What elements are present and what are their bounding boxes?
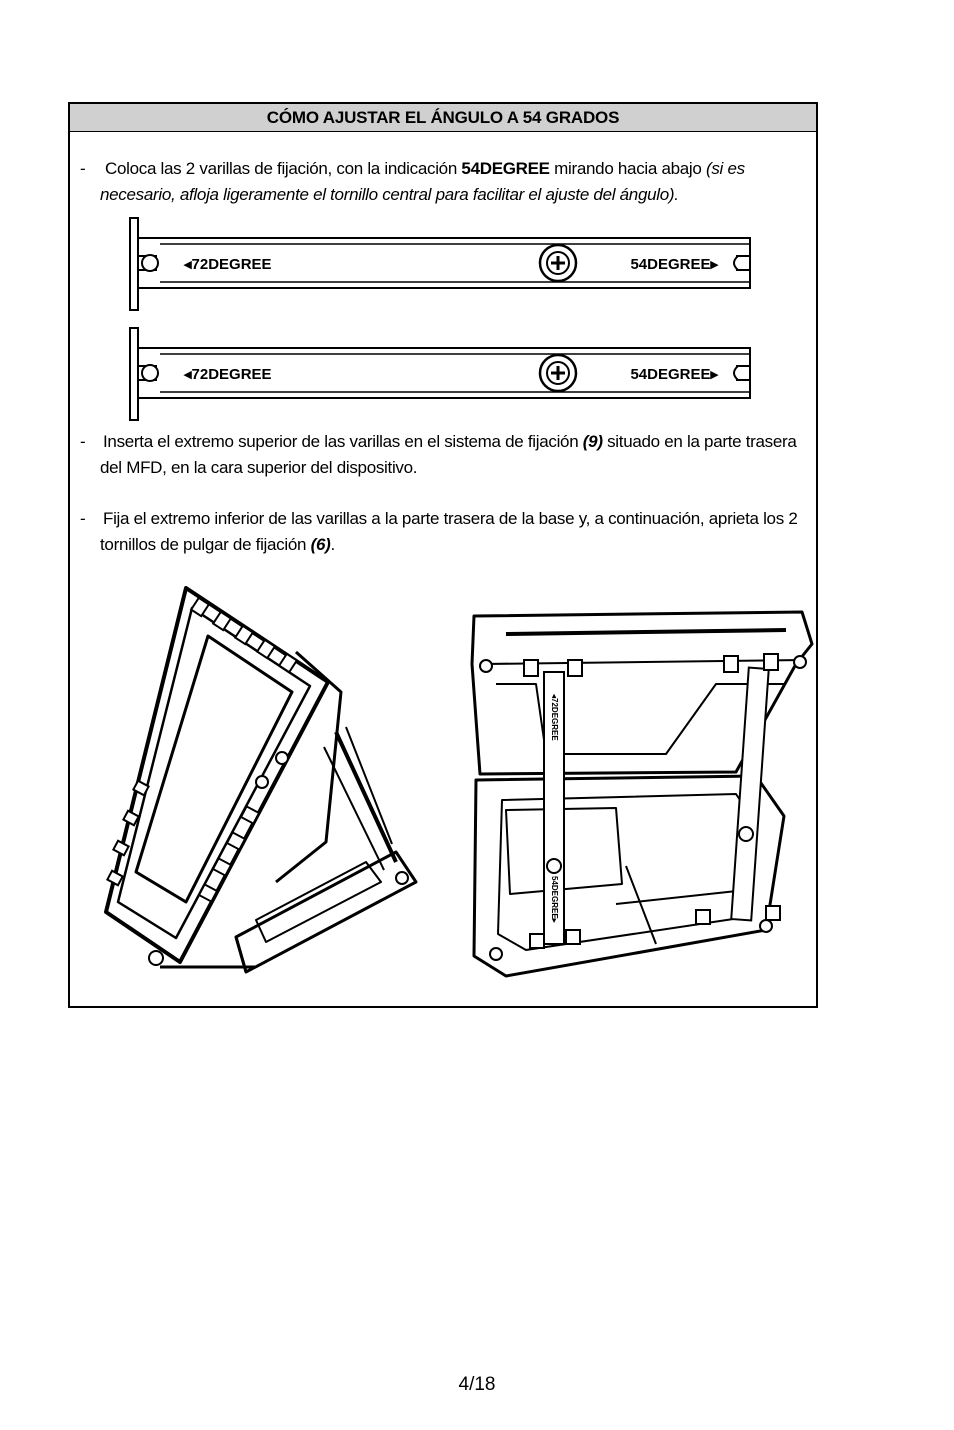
step-2-text: Inserta el extremo superior de las varillas en el sistema de fijación (9) situado en la parte trasera del MFD, en la cara superior del dispositivo. [100,432,797,477]
note-italic: (si es necesario, afloja ligeramente el tornillo central para facilitar el ajuste del ángulo). [100,159,745,204]
fixing-rod-1 [126,216,756,312]
step-1-text: Coloca las 2 varillas de fijación, con la indicación 54DEGREE mirando hacia abajo (si es necesario, afloja ligeramente el tornillo central para facilitar el ajuste del ángulo). [100,159,745,204]
rod-label-54: 54DEGREE▸ [630,366,718,383]
mfd-back-view-illustration [466,604,816,984]
step-3 [80,506,805,558]
part-ref-9: (9) [582,432,603,451]
page-number: 4/18 [458,1374,496,1395]
rod-label-54: 54DEGREE▸ [630,256,718,273]
fixing-rod-2 [126,326,756,422]
step-bullet: - [80,159,86,178]
rod-label-72-vertical: ◂72DEGREE [550,694,559,741]
step-3-text: Fija el extremo inferior de las varillas a la parte trasera de la base y, a continuación, aprieta los 2 tornillos de pulgar de fijación (6). [100,509,798,554]
rod-label-54-vertical: 54DEGREE▸ [550,876,559,923]
step-1 [80,156,805,208]
section-title: CÓMO AJUSTAR EL ÁNGULO A 54 GRADOS [266,108,620,127]
step-bullet: - [80,432,86,451]
section-header [70,104,816,132]
step-2 [80,429,805,481]
rod-label-72: ◂72DEGREE [184,366,272,383]
mfd-side-view-illustration [96,582,426,992]
step-bullet: - [80,509,86,528]
instruction-box [68,102,818,1008]
part-ref-6: (6) [310,535,331,554]
rod-label-72: ◂72DEGREE [184,256,272,273]
emphasis-label: 54DEGREE [461,159,550,178]
